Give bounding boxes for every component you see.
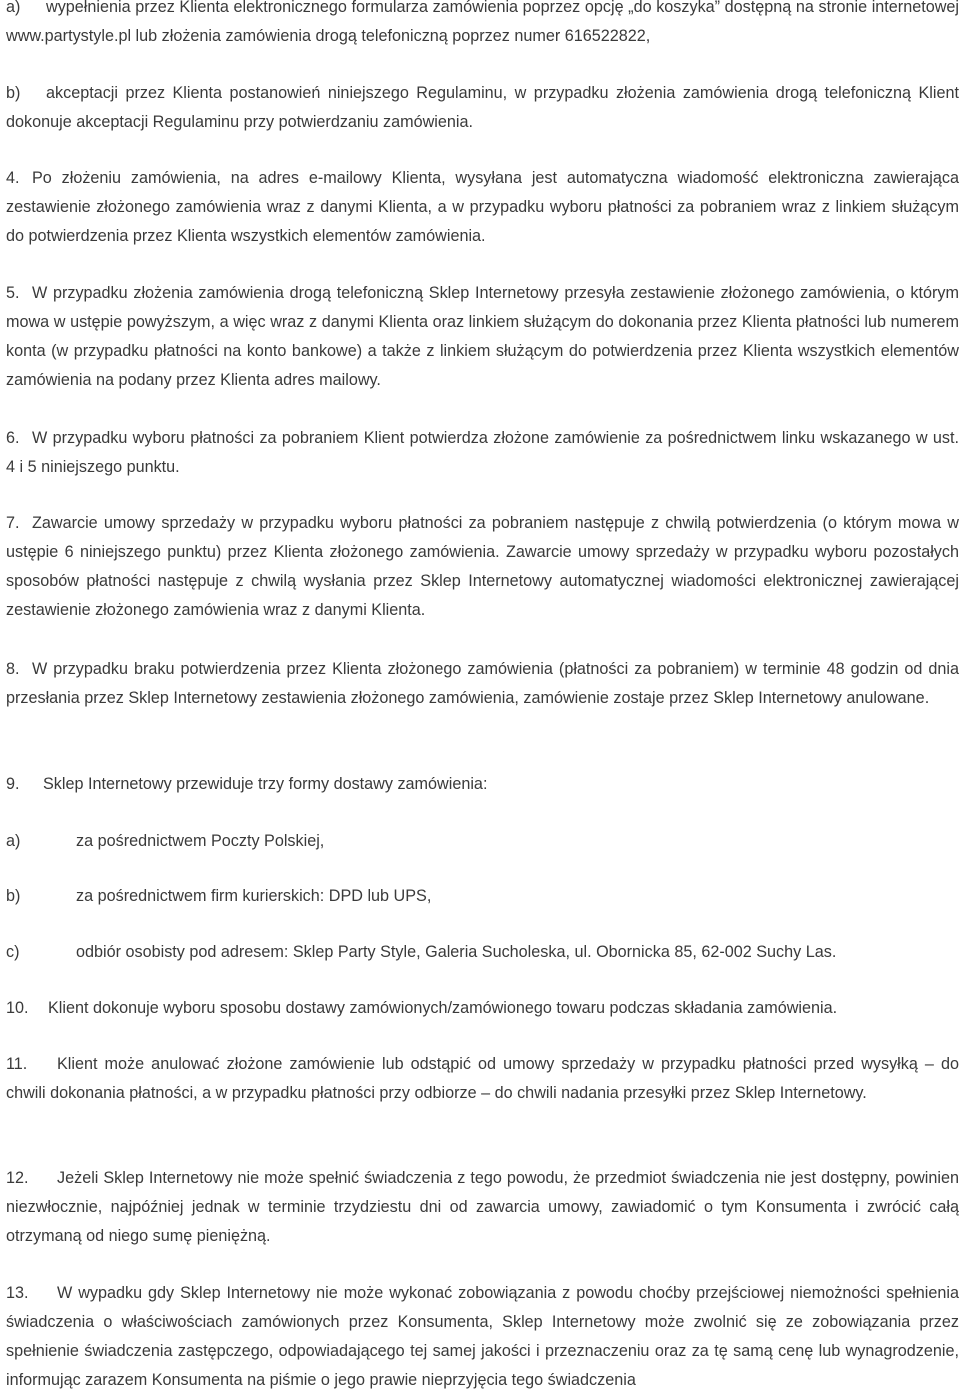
paragraph-item-9a [6,827,959,856]
paragraph-item-3a [6,0,959,51]
paragraph-text: za pośrednictwem Poczty Polskiej, [76,832,325,850]
paragraph-item-13 [6,1279,959,1395]
item-number: a) [6,0,21,16]
paragraph-text: W przypadku złożenia zamówienia drogą telefoniczną Sklep Internetowy przesyła zestawienie złożonego zamówienia, o którym mowa w ustępie powyższym, a więc wraz z danymi Klienta oraz linkiem służącym do dokonania przez Klienta płatności lub numerem konta (w przypadku płatności na konto bankowe) a także z linkiem służącym do potwierdzenia przez Klienta wszystkich elementów zamówienia na podany przez Klienta adres mailowy. [6,284,959,389]
paragraph-item-10 [6,994,959,1023]
paragraph-text: Po złożeniu zamówienia, na adres e-mailowy Klienta, wysyłana jest automatyczna wiadomość elektroniczna zawierająca zestawienie złożonego zamówienia wraz z danymi Klienta, a w przypadku wyboru płatności za pobraniem wraz z linkiem służącym do potwierdzenia przez Klienta wszystkich elementów zamówienia. [6,169,959,245]
paragraph-text: odbiór osobisty pod adresem: Sklep Party Style, Galeria Sucholeska, ul. Obornicka 85, 62-002 Suchy Las. [76,943,837,961]
paragraph-text: akceptacji przez Klienta postanowień niniejszego Regulaminu, w przypadku złożenia zamówienia drogą telefoniczną Klient dokonuje akceptacji Regulaminu przy potwierdzaniu zamówienia. [6,84,959,131]
item-number: 7. [6,514,20,532]
paragraph-item-11 [6,1050,959,1108]
item-number: 8. [6,660,20,678]
paragraph-item-4 [6,164,959,251]
paragraph-text: wypełnienia przez Klienta elektronicznego formularza zamówienia poprzez opcję „do koszyka” dostępną na stronie internetowej www.partystyle.pl lub złożenia zamówienia drogą telefoniczną poprzez numer 616522822, [6,0,959,45]
paragraph-item-8 [6,655,959,713]
paragraph-text: Zawarcie umowy sprzedaży w przypadku wyboru płatności za pobraniem następuje z chwilą potwierdzenia (o którym mowa w ustępie 6 niniejszego punktu) przez Klienta złożonego zamówienia. Zawarcie umowy sprzedaży w przypadku wyboru pozostałych sposobów płatności następuje z chwilą wysłania przez Sklep Internetowy automatycznej wiadomości elektronicznej zawierającej zestawienie złożonego zamówienia wraz z danymi Klienta. [6,514,959,619]
item-number: 10. [6,999,29,1017]
item-number: 5. [6,284,20,302]
paragraph-text: Sklep Internetowy przewiduje trzy formy dostawy zamówienia: [43,775,488,793]
item-number: 11. [6,1055,28,1073]
paragraph-item-9c [6,938,959,967]
item-number: 13. [6,1284,29,1302]
paragraph-item-12 [6,1164,959,1251]
paragraph-item-9 [6,770,959,799]
item-number: a) [6,832,21,850]
paragraph-text: Klient dokonuje wyboru sposobu dostawy zamówionych/zamówionego towaru podczas składania zamówienia. [48,999,838,1017]
paragraph-item-9b [6,882,959,911]
paragraph-item-5 [6,279,959,395]
item-number: c) [6,943,20,961]
paragraph-item-7 [6,509,959,625]
item-number: b) [6,84,21,102]
paragraph-text: Jeżeli Sklep Internetowy nie może spełnić świadczenia z tego powodu, że przedmiot świadczenia nie jest dostępny, powinien niezwłocznie, najpóźniej jednak w terminie trzydziestu dni od zawarcia umowy, zawiadomić o tym Konsumenta i zwrócić całą otrzymaną od niego sumę pieniężną. [6,1169,959,1245]
paragraph-text: za pośrednictwem firm kurierskich: DPD lub UPS, [76,887,432,905]
paragraph-item-6 [6,424,959,482]
paragraph-text: W przypadku wyboru płatności za pobraniem Klient potwierdza złożone zamówienie za pośrednictwem linku wskazanego w ust. 4 i 5 niniejszego punktu. [6,429,959,476]
paragraph-text: W przypadku braku potwierdzenia przez Klienta złożonego zamówienia (płatności za pobraniem) w terminie 48 godzin od dnia przesłania przez Sklep Internetowy zestawienia złożonego zamówienia, zamówienie zostaje przez Sklep Internetowy anulowane. [6,660,959,707]
item-number: 12. [6,1169,29,1187]
item-number: 6. [6,429,20,447]
item-number: 9. [6,775,20,793]
paragraph-item-3b [6,79,959,137]
paragraph-text: Klient może anulować złożone zamówienie lub odstąpić od umowy sprzedaży w przypadku płatności przed wysyłką – do chwili dokonania płatności, a w przypadku płatności przy odbiorze – do chwili nadania przesyłki przez Sklep Internetowy. [6,1055,959,1102]
paragraph-text: W wypadku gdy Sklep Internetowy nie może wykonać zobowiązania z powodu choćby przejściowej niemożności spełnienia świadczenia o właściwościach zamówionych przez Konsumenta, Sklep Internetowy może zwolnić się ze zobowiązania przez spełnienie świadczenia zastępczego, odpowiadającego tej samej jakości i przeznaczeniu oraz za tę samą cenę lub wynagrodzenie, informując zarazem Konsumenta na piśmie o jego prawie nieprzyjęcia tego świadczenia [6,1284,959,1389]
item-number: b) [6,887,21,905]
item-number: 4. [6,169,20,187]
